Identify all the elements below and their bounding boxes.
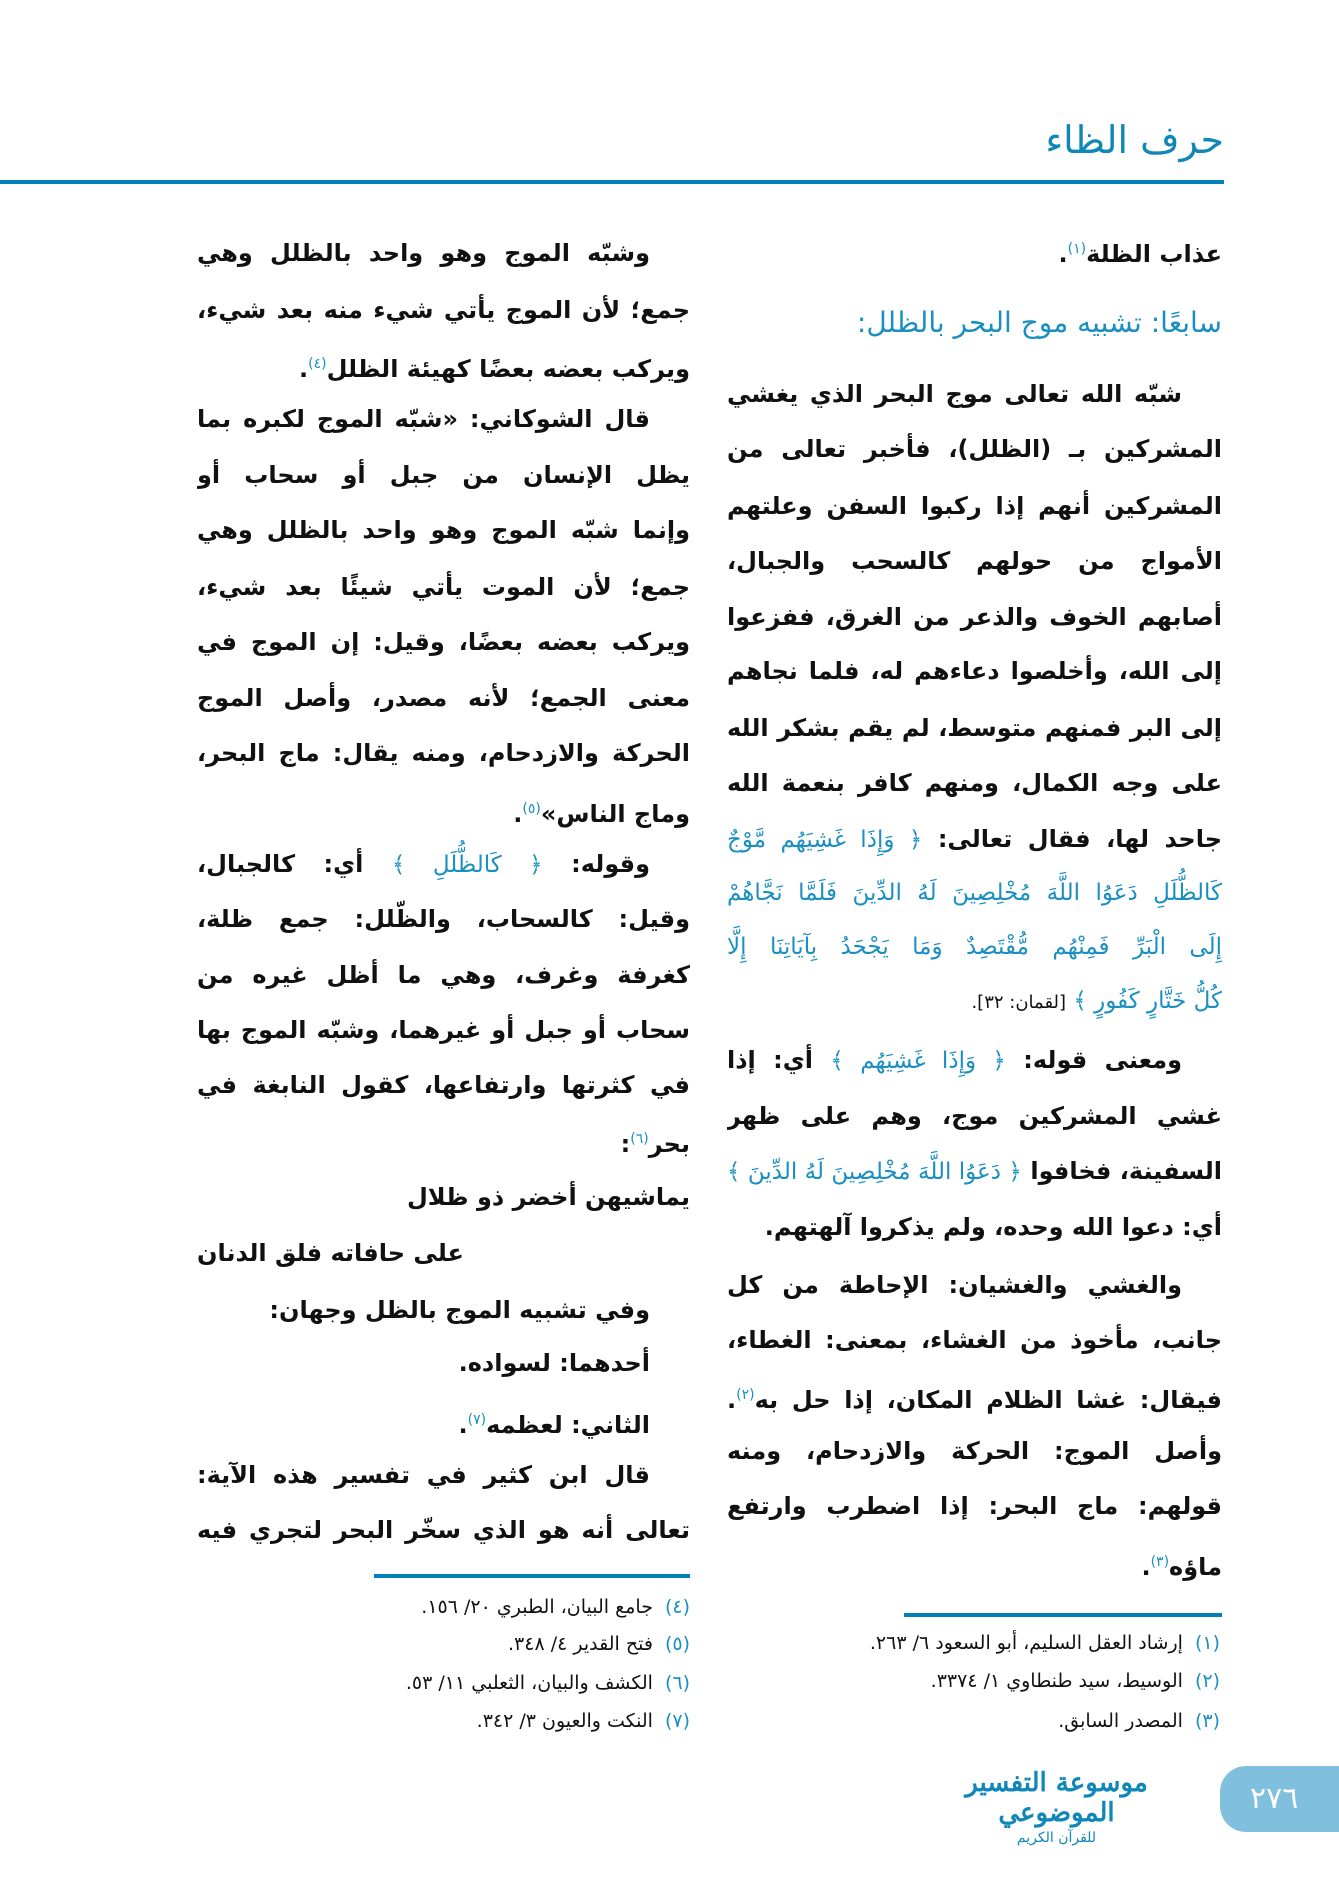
footnote-ref: (٤) — [308, 356, 327, 372]
footnote-number: (٥) — [664, 1633, 690, 1655]
text: وقيل: كالسحاب، والظّلل: جمع ظلة، — [197, 905, 690, 933]
footnote-number: (٣) — [1194, 1710, 1220, 1732]
text-line — [727, 366, 1222, 422]
footnote-ref: (٦) — [630, 1131, 649, 1147]
footnote — [406, 1672, 690, 1694]
text: جاحد لها، فقال تعالى: — [922, 825, 1222, 853]
quran-verse: ﴿ كَالظُّلَلِ ﴾ — [391, 852, 543, 878]
text: ومعنى قوله: — [1005, 1046, 1182, 1074]
text: المشركين بـ (الظلل)، فأخبر تعالى من — [727, 435, 1222, 463]
footnote-text: المصدر السابق. — [1058, 1710, 1183, 1732]
text-line — [727, 478, 1222, 534]
text-line — [727, 1534, 1222, 1590]
footnote-text: الوسيط، سيد طنطاوي ١/ ٣٣٧٤. — [930, 1670, 1183, 1692]
footnote — [931, 1670, 1220, 1692]
text: . — [513, 800, 523, 828]
text: ماؤه — [1169, 1553, 1222, 1581]
text-line — [197, 282, 690, 338]
text-line — [197, 225, 690, 281]
text: إلى البر فمنهم متوسط، لم يقم بشكر الله — [727, 714, 1222, 742]
text: وفي تشبيه الموج بالظل وجهان: — [269, 1296, 650, 1324]
page-number: ٢٧٦ — [1220, 1766, 1339, 1832]
text: على حافاته فلق الدنان — [197, 1239, 464, 1267]
text: فيقال: غشا الظلام المكان، إذا حل به — [754, 1386, 1222, 1414]
section-heading — [727, 295, 1222, 351]
text-line — [197, 1392, 690, 1448]
text: والغشي والغشيان: الإحاطة من كل — [727, 1271, 1182, 1299]
text: بحر — [648, 1130, 690, 1158]
text-line — [727, 533, 1222, 589]
text-line — [727, 1423, 1222, 1479]
text-line — [727, 755, 1222, 811]
text-line — [727, 972, 1222, 1028]
quran-verse: ﴿ وَإِذَا غَشِيَهُم مَّوْجٌ — [727, 827, 923, 853]
text: السفينة، فخافوا — [1021, 1157, 1222, 1185]
footnote-text: فتح القدير ٤/ ٣٤٨. — [508, 1633, 653, 1655]
text: : — [620, 1130, 631, 1158]
encyclopedia-logo — [934, 1768, 1179, 1846]
footnote-ref: (٧) — [467, 1412, 487, 1428]
text-line — [197, 1225, 690, 1281]
text: وقوله: — [542, 850, 650, 878]
text: كغرفة وغرف، وهي ما أظل غيره من — [197, 961, 690, 989]
text: . — [298, 355, 309, 383]
footnote-rule-right — [904, 1613, 1222, 1617]
text: عذاب الظلة — [1086, 240, 1222, 268]
footnote — [421, 1596, 690, 1618]
text-line — [197, 559, 690, 615]
text: وماج الناس» — [540, 800, 690, 828]
footnote-ref: (٥) — [522, 801, 541, 817]
text-line — [727, 1032, 1222, 1088]
text: وشبّه الموج وهو واحد بالظلل وهي — [197, 239, 650, 267]
text-line — [727, 1257, 1222, 1313]
text: إلى الله، وأخلصوا دعاءهم له، فلما نجاهم — [727, 657, 1222, 685]
text-line — [197, 1502, 690, 1558]
text-line — [727, 1143, 1222, 1199]
text-line — [727, 1478, 1222, 1534]
text: قال ابن كثير في تفسير هذه الآية: — [197, 1461, 650, 1489]
text: يظل الإنسان من جبل أو سحاب أو — [197, 461, 690, 489]
text: سحاب أو جبل أو غيرهما، وشبّه الموج بها — [197, 1016, 690, 1044]
logo-title: موسوعة التفسير الموضوعي — [965, 1768, 1148, 1828]
text: سابعًا: تشبيه موج البحر بالظلل: — [856, 306, 1222, 339]
footnote-number: (١) — [1194, 1632, 1220, 1654]
text: أحدهما: لسواده. — [458, 1349, 650, 1377]
footnote — [477, 1710, 690, 1732]
quran-verse: إِلَى الْبَرِّ فَمِنْهُم مُّقْتَصِدٌ وَمَا يَجْحَدُ بِآيَاتِنَا إِلَّا — [727, 934, 1222, 960]
text-line — [197, 1282, 690, 1338]
text-line — [197, 1111, 690, 1167]
text-line — [727, 918, 1222, 974]
text: في كثرتها وارتفاعها، كقول النابغة في — [197, 1071, 690, 1099]
footnote-ref: (١) — [1067, 241, 1087, 257]
text-line — [197, 1057, 690, 1113]
text: غشي المشركين موج، وهم على ظهر — [727, 1102, 1222, 1130]
text-line — [727, 221, 1222, 277]
text-line — [727, 1088, 1222, 1144]
text-line — [727, 700, 1222, 756]
text-line — [727, 1199, 1222, 1255]
text: الحركة والازدحام، ومنه يقال: ماج البحر، — [197, 739, 690, 767]
text: تعالى أنه هو الذي سخّر البحر لتجري فيه — [197, 1516, 690, 1544]
footnote-number: (٦) — [664, 1672, 690, 1694]
text-line — [727, 421, 1222, 477]
footnote-rule-left — [374, 1574, 690, 1578]
text: أي: إذا — [727, 1046, 831, 1074]
text: وأصل الموج: الحركة والازدحام، ومنه — [727, 1437, 1222, 1465]
quran-verse: ﴿ وَإِذَا غَشِيَهُم ﴾ — [830, 1048, 1006, 1074]
text: . — [727, 1386, 737, 1414]
footnote-number: (٤) — [664, 1596, 690, 1618]
text-line — [727, 643, 1222, 699]
footnote — [508, 1633, 690, 1655]
chapter-title: حرف الظاء — [1045, 118, 1224, 162]
text-line — [197, 391, 690, 447]
text: ويركب بعضه بعضًا، وقيل: إن الموج في — [197, 628, 690, 656]
footnote-text: النكت والعيون ٣/ ٣٤٢. — [476, 1710, 653, 1732]
text: جمع؛ لأن الموت يأتي شيئًا بعد شيء، — [197, 573, 690, 601]
text: . — [1058, 240, 1068, 268]
text-line — [197, 1169, 690, 1225]
text-line — [197, 670, 690, 726]
text-line — [197, 336, 690, 392]
text-line — [727, 589, 1222, 645]
text-line — [197, 614, 690, 670]
footnote-ref: (٢) — [736, 1387, 755, 1403]
text: . — [458, 1411, 468, 1439]
footnote-ref: (٣) — [1150, 1554, 1170, 1570]
footnote-number: (٢) — [1194, 1670, 1220, 1692]
text-line — [727, 1312, 1222, 1368]
logo-subtitle: للقرآن الكريم — [1016, 1830, 1097, 1846]
text: . — [1141, 1553, 1151, 1581]
text: المشركين أنهم إذا ركبوا السفن وعلتهم — [727, 492, 1222, 520]
text: قولهم: ماج البحر: إذا اضطرب وارتفع — [727, 1492, 1222, 1520]
text: جانب، مأخوذ من الغشاء، بمعنى: الغطاء، — [727, 1326, 1222, 1354]
text: الثاني: لعظمه — [486, 1411, 650, 1439]
text-line — [197, 502, 690, 558]
text: وإنما شبّه الموج وهو واحد بالظلل وهي — [197, 516, 690, 544]
text: أصابهم الخوف والذعر من الغرق، ففزعوا — [727, 603, 1222, 631]
text-line — [197, 1447, 690, 1503]
text: جمع؛ لأن الموج يأتي شيء منه بعد شيء، — [197, 296, 690, 324]
quran-verse: ﴿ دَعَوُا اللَّهَ مُخْلِصِينَ لَهُ الدِّينَ ﴾ — [727, 1159, 1022, 1185]
header-rule — [0, 180, 1224, 184]
text: على وجه الكمال، ومنهم كافر بنعمة الله — [727, 769, 1222, 797]
text: أي: كالجبال، — [197, 850, 392, 878]
text: معنى الجمع؛ لأنه مصدر، وأصل الموج — [197, 684, 690, 712]
text: قال الشوكاني: «شبّه الموج لكبره بما — [197, 405, 650, 433]
footnote — [870, 1632, 1220, 1654]
text: الأمواج من حولهم كالسحب والجبال، — [727, 547, 1222, 575]
text-line — [197, 781, 690, 837]
footnote — [1058, 1710, 1220, 1732]
text: شبّه الله تعالى موج البحر الذي يغشي — [727, 380, 1182, 408]
text-line — [727, 811, 1222, 867]
footnote-number: (٧) — [664, 1710, 690, 1732]
text-line — [197, 947, 690, 1003]
text-line — [727, 1367, 1222, 1423]
text-line — [727, 864, 1222, 920]
quran-verse: كُلُّ خَتَّارٍ كَفُورٍ ﴾ — [1066, 988, 1222, 1014]
text-line — [197, 891, 690, 947]
verse-citation: [لقمان: ٣٢]. — [971, 992, 1067, 1013]
text: أي: دعوا الله وحده، ولم يذكروا آلهتهم. — [764, 1213, 1222, 1241]
text-line — [197, 447, 690, 503]
text-line — [197, 1335, 690, 1391]
quran-verse: كَالظُّلَلِ دَعَوُا اللَّهَ مُخْلِصِينَ لَهُ الدِّينَ فَلَمَّا نَجَّاهُمْ — [727, 880, 1222, 906]
text-line — [197, 1002, 690, 1058]
text-line — [197, 836, 690, 892]
footnote-text: الكشف والبيان، الثعلبي ١١/ ٥٣. — [405, 1672, 653, 1694]
text: يماشيهن أخضر ذو ظلال — [406, 1183, 690, 1211]
footnote-text: جامع البيان، الطبري ٢٠/ ١٥٦. — [421, 1596, 653, 1618]
text-line — [197, 725, 690, 781]
text: ويركب بعضه بعضًا كهيئة الظلل — [326, 355, 690, 383]
footnote-text: إرشاد العقل السليم، أبو السعود ٦/ ٢٦٣. — [869, 1632, 1183, 1654]
